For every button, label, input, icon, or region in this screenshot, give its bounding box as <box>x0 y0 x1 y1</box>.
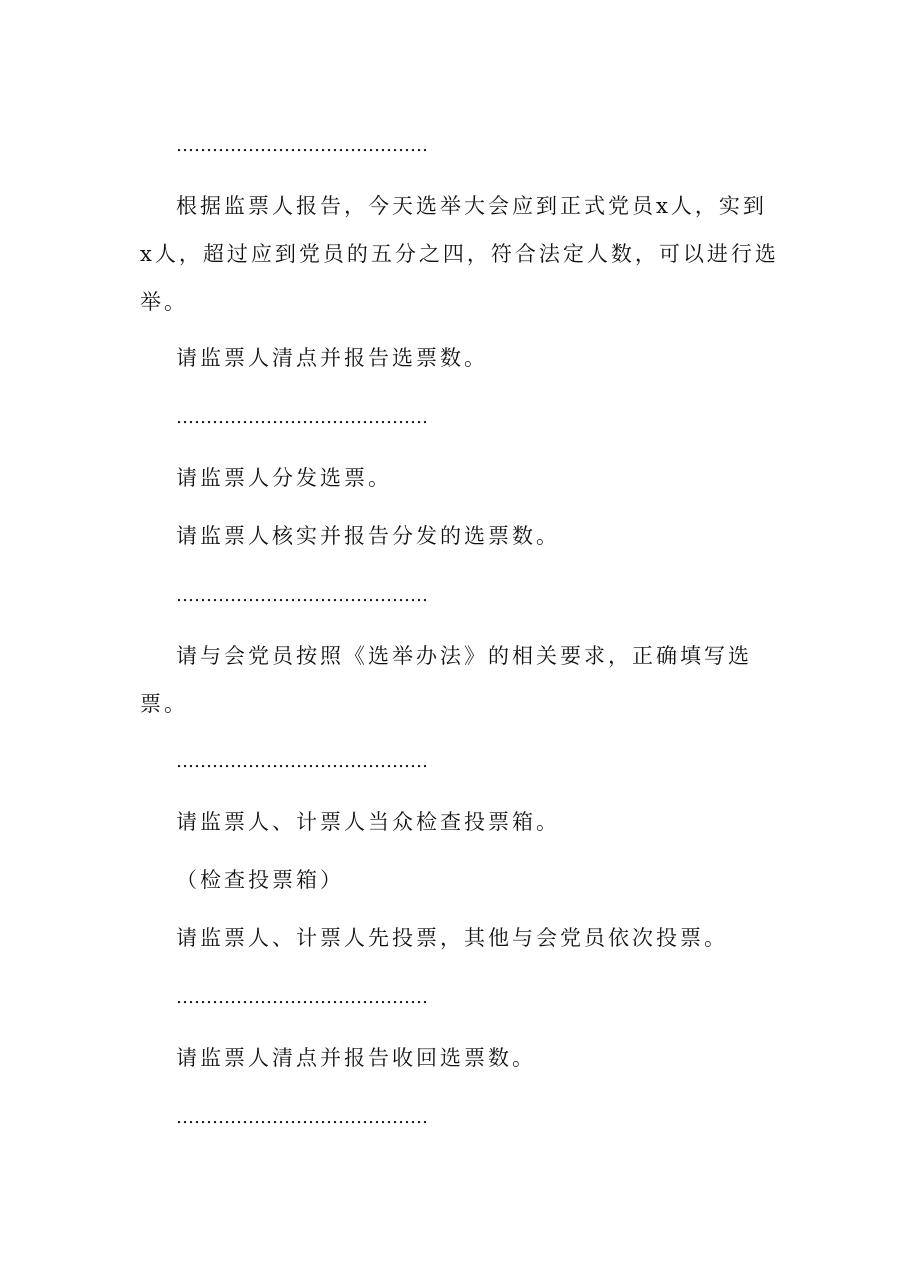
quorum-report-paragraph: 根据监票人报告，今天选举大会应到正式党员x人，实到x人，超过应到党员的五分之四，符合法定人数，可以进行选举。 <box>140 194 779 314</box>
distribute-ballots-instruction: 请监票人分发选票。 <box>176 466 392 490</box>
ellipsis-line: …………………………………… <box>176 751 428 772</box>
ellipsis-line: …………………………………… <box>176 1107 428 1128</box>
verify-ballots-instruction: 请监票人核实并报告分发的选票数。 <box>176 524 560 548</box>
ellipsis-line: …………………………………… <box>176 135 428 156</box>
count-returned-ballots-instruction: 请监票人清点并报告收回选票数。 <box>176 1046 536 1070</box>
ellipsis-line: …………………………………… <box>176 987 428 1008</box>
count-ballots-instruction: 请监票人清点并报告选票数。 <box>176 346 488 370</box>
inspect-ballot-box-instruction: 请监票人、计票人当众检查投票箱。 <box>176 810 560 834</box>
ellipsis-line: …………………………………… <box>176 407 428 428</box>
voting-order-instruction: 请监票人、计票人先投票，其他与会党员依次投票。 <box>176 926 728 950</box>
fill-ballots-instruction: 请与会党员按照《选举办法》的相关要求，正确填写选票。 <box>140 644 752 716</box>
ellipsis-line: …………………………………… <box>176 585 428 606</box>
inspect-ballot-box-note: （检查投票箱） <box>176 868 344 892</box>
